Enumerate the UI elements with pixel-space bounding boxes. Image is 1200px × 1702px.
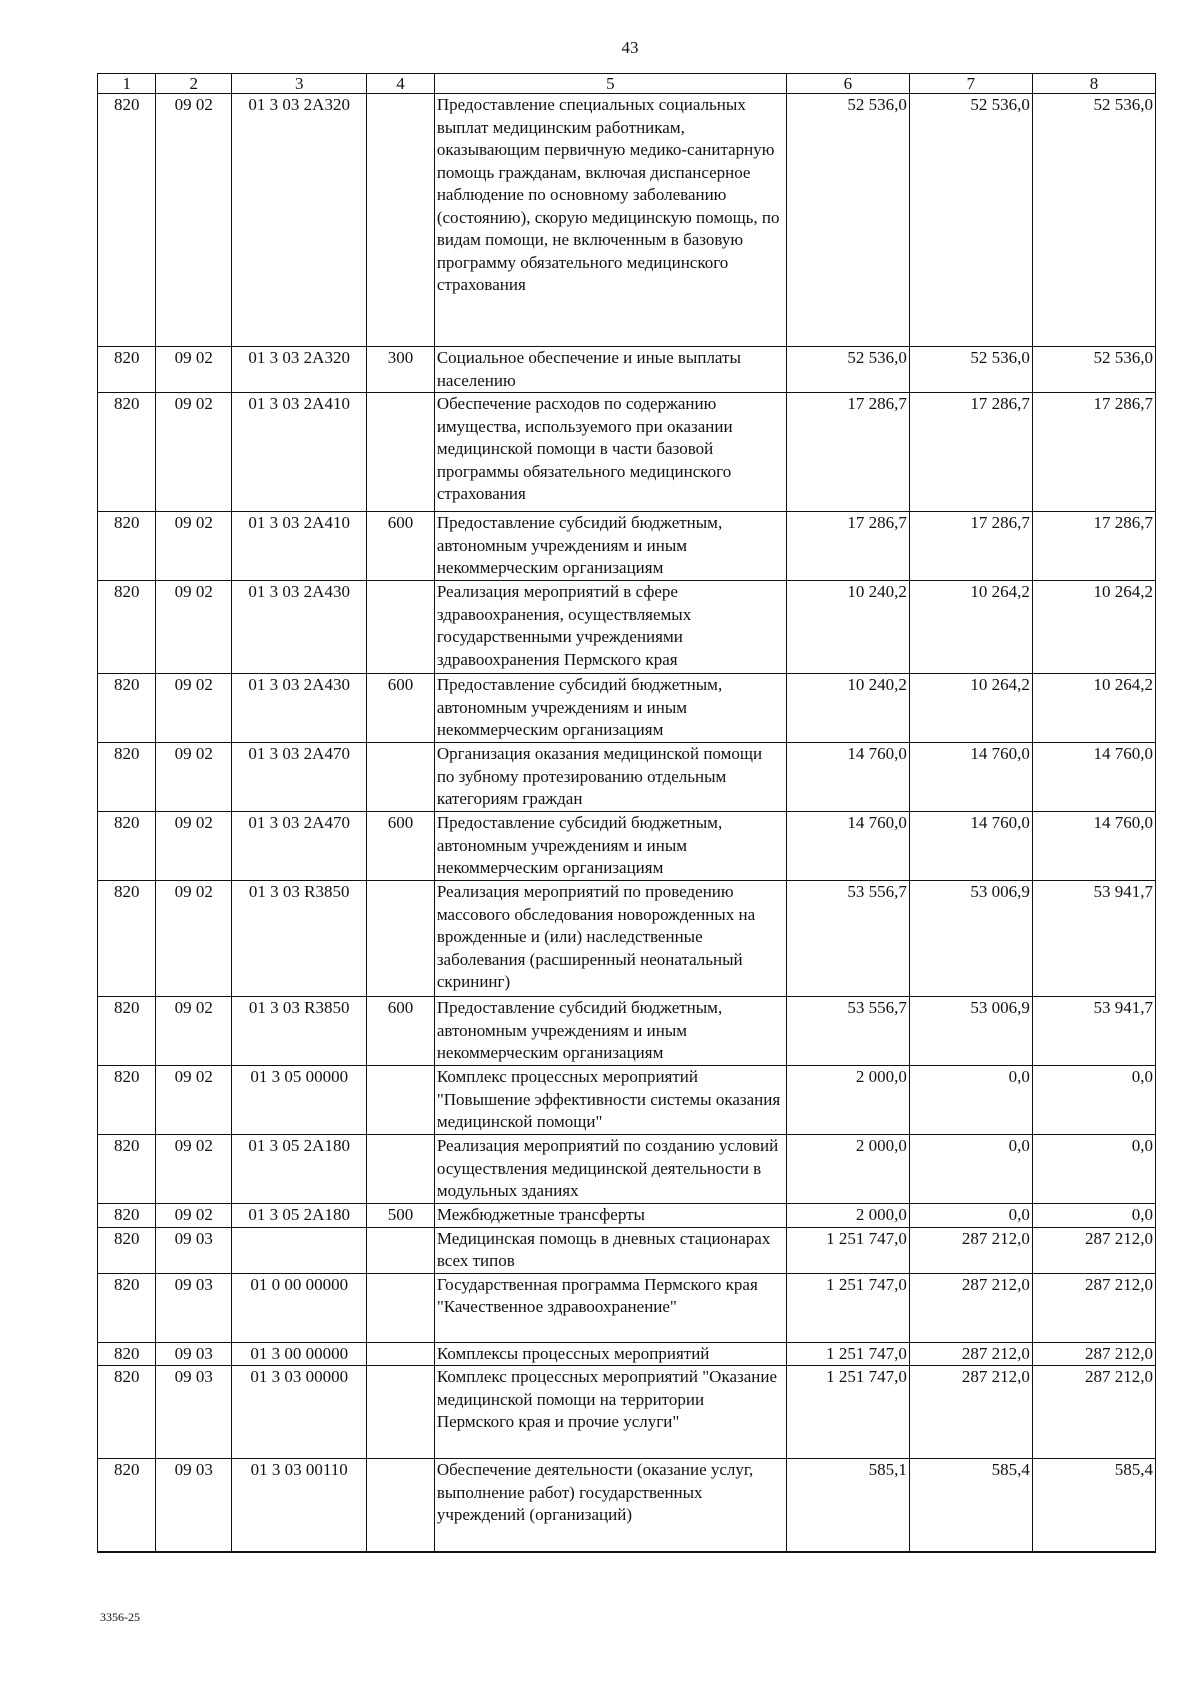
- header-cell: 3: [232, 74, 367, 94]
- cell-amount-7: 14 760,0: [909, 743, 1032, 812]
- cell-amount-6: 1 251 747,0: [786, 1227, 909, 1273]
- cell-amount-6: 2 000,0: [786, 1066, 909, 1135]
- cell-description: Предоставление субсидий бюджетным, автономным учреждениям и иным некоммерческим организациям: [434, 512, 786, 581]
- cell-expense-type: [367, 1066, 435, 1135]
- cell-amount-6: 2 000,0: [786, 1135, 909, 1204]
- header-cell: 2: [156, 74, 232, 94]
- cell-description: Реализация мероприятий в сфере здравоохранения, осуществляемых государственными учреждениями здравоохранения Пермского края: [434, 581, 786, 674]
- cell-target-code: 01 3 05 2А180: [232, 1135, 367, 1204]
- cell-amount-6: 17 286,7: [786, 512, 909, 581]
- cell-amount-8: 52 536,0: [1032, 347, 1155, 393]
- cell-amount-7: 287 212,0: [909, 1227, 1032, 1273]
- cell-amount-8: 10 264,2: [1032, 674, 1155, 743]
- cell-amount-6: 17 286,7: [786, 393, 909, 512]
- cell-amount-7: 17 286,7: [909, 512, 1032, 581]
- cell-description: Реализация мероприятий по созданию условий осуществления медицинской деятельности в модульных зданиях: [434, 1135, 786, 1204]
- cell-expense-type: [367, 1366, 435, 1459]
- cell-section: 09 03: [156, 1366, 232, 1459]
- cell-description: Обеспечение расходов по содержанию имущества, используемого при оказании медицинской помощи в части базовой программы обязательного медицинского страхования: [434, 393, 786, 512]
- cell-amount-8: 287 212,0: [1032, 1273, 1155, 1342]
- document-code: 3356-25: [100, 1610, 140, 1624]
- cell-amount-8: 53 941,7: [1032, 997, 1155, 1066]
- cell-section: 09 02: [156, 347, 232, 393]
- cell-description: Обеспечение деятельности (оказание услуг, выполнение работ) государственных учреждений (организаций): [434, 1459, 786, 1552]
- cell-amount-6: 53 556,7: [786, 881, 909, 997]
- table-row: [98, 512, 1156, 581]
- cell-expense-type: 600: [367, 512, 435, 581]
- table-row: [98, 1066, 1156, 1135]
- cell-amount-6: 585,1: [786, 1459, 909, 1552]
- cell-target-code: 01 0 00 00000: [232, 1273, 367, 1342]
- cell-amount-8: 0,0: [1032, 1135, 1155, 1204]
- table-row: [98, 393, 1156, 512]
- cell-ministry: 820: [98, 812, 156, 881]
- cell-expense-type: [367, 94, 435, 347]
- cell-section: 09 03: [156, 1273, 232, 1342]
- table-row: [98, 1227, 1156, 1273]
- table-row: [98, 94, 1156, 347]
- cell-amount-8: 14 760,0: [1032, 743, 1155, 812]
- table-row: [98, 1204, 1156, 1228]
- cell-ministry: 820: [98, 674, 156, 743]
- cell-ministry: 820: [98, 1273, 156, 1342]
- cell-amount-8: 287 212,0: [1032, 1227, 1155, 1273]
- cell-amount-6: 53 556,7: [786, 997, 909, 1066]
- budget-table: [97, 73, 1156, 1553]
- cell-expense-type: [367, 1227, 435, 1273]
- cell-section: 09 02: [156, 881, 232, 997]
- header-cell: 8: [1032, 74, 1155, 94]
- cell-description: Предоставление субсидий бюджетным, автономным учреждениям и иным некоммерческим организациям: [434, 674, 786, 743]
- cell-target-code: 01 3 03 2А430: [232, 674, 367, 743]
- cell-amount-8: 585,4: [1032, 1459, 1155, 1552]
- table-row: [98, 1459, 1156, 1552]
- cell-amount-8: 10 264,2: [1032, 581, 1155, 674]
- cell-section: 09 02: [156, 94, 232, 347]
- cell-amount-7: 14 760,0: [909, 812, 1032, 881]
- cell-amount-6: 1 251 747,0: [786, 1342, 909, 1366]
- cell-ministry: 820: [98, 581, 156, 674]
- cell-expense-type: [367, 581, 435, 674]
- cell-section: 09 02: [156, 512, 232, 581]
- cell-amount-6: 52 536,0: [786, 94, 909, 347]
- cell-expense-type: 600: [367, 812, 435, 881]
- cell-expense-type: [367, 743, 435, 812]
- cell-target-code: 01 3 03 2А320: [232, 94, 367, 347]
- cell-amount-8: 287 212,0: [1032, 1342, 1155, 1366]
- page-number: 43: [621, 38, 639, 57]
- cell-ministry: 820: [98, 1135, 156, 1204]
- cell-amount-8: 287 212,0: [1032, 1366, 1155, 1459]
- header-cell: 1: [98, 74, 156, 94]
- cell-amount-7: 287 212,0: [909, 1342, 1032, 1366]
- cell-ministry: 820: [98, 1227, 156, 1273]
- cell-description: Предоставление специальных социальных выплат медицинским работникам, оказывающим первичную медико-санитарную помощь гражданам, включая диспансерное наблюдение по основному заболеванию (состоянию), скорую медицинскую помощь, по видам помощи, не включенным в базовую программу обязательного медицинского страхования: [434, 94, 786, 347]
- cell-amount-7: 287 212,0: [909, 1366, 1032, 1459]
- cell-amount-7: 585,4: [909, 1459, 1032, 1552]
- cell-ministry: 820: [98, 347, 156, 393]
- cell-ministry: 820: [98, 997, 156, 1066]
- cell-amount-7: 0,0: [909, 1204, 1032, 1228]
- table-row: [98, 1273, 1156, 1342]
- header-cell: 7: [909, 74, 1032, 94]
- cell-ministry: 820: [98, 94, 156, 347]
- cell-expense-type: [367, 1273, 435, 1342]
- cell-expense-type: 600: [367, 997, 435, 1066]
- cell-target-code: 01 3 03 2А410: [232, 393, 367, 512]
- table-row: [98, 881, 1156, 997]
- cell-ministry: 820: [98, 1459, 156, 1552]
- cell-expense-type: [367, 1342, 435, 1366]
- cell-amount-6: 2 000,0: [786, 1204, 909, 1228]
- cell-amount-7: 287 212,0: [909, 1273, 1032, 1342]
- cell-description: Организация оказания медицинской помощи по зубному протезированию отдельным категориям граждан: [434, 743, 786, 812]
- cell-description: Медицинская помощь в дневных стационарах всех типов: [434, 1227, 786, 1273]
- cell-section: 09 02: [156, 393, 232, 512]
- cell-amount-6: 14 760,0: [786, 743, 909, 812]
- cell-section: 09 02: [156, 1204, 232, 1228]
- header-row: [98, 74, 1156, 94]
- cell-section: 09 02: [156, 581, 232, 674]
- cell-target-code: 01 3 05 2А180: [232, 1204, 367, 1228]
- cell-amount-7: 53 006,9: [909, 881, 1032, 997]
- cell-amount-6: 52 536,0: [786, 347, 909, 393]
- cell-ministry: 820: [98, 1066, 156, 1135]
- table-row: [98, 743, 1156, 812]
- cell-target-code: 01 3 03 2А430: [232, 581, 367, 674]
- cell-description: Предоставление субсидий бюджетным, автономным учреждениям и иным некоммерческим организациям: [434, 812, 786, 881]
- cell-description: Комплекс процессных мероприятий "Повышение эффективности системы оказания медицинской помощи": [434, 1066, 786, 1135]
- cell-section: 09 02: [156, 1066, 232, 1135]
- header-cell: 4: [367, 74, 435, 94]
- cell-amount-7: 0,0: [909, 1066, 1032, 1135]
- cell-amount-7: 0,0: [909, 1135, 1032, 1204]
- header-cell: 5: [434, 74, 786, 94]
- cell-ministry: 820: [98, 512, 156, 581]
- cell-target-code: 01 3 00 00000: [232, 1342, 367, 1366]
- cell-amount-8: 52 536,0: [1032, 94, 1155, 347]
- cell-target-code: 01 3 03 R3850: [232, 881, 367, 997]
- cell-description: Комплекс процессных мероприятий "Оказание медицинской помощи на территории Пермского края и прочие услуги": [434, 1366, 786, 1459]
- cell-ministry: 820: [98, 881, 156, 997]
- cell-amount-7: 52 536,0: [909, 347, 1032, 393]
- table-row: [98, 674, 1156, 743]
- cell-ministry: 820: [98, 1204, 156, 1228]
- cell-section: 09 02: [156, 1135, 232, 1204]
- cell-section: 09 02: [156, 997, 232, 1066]
- cell-description: Социальное обеспечение и иные выплаты населению: [434, 347, 786, 393]
- cell-expense-type: [367, 1135, 435, 1204]
- cell-expense-type: [367, 881, 435, 997]
- cell-section: 09 03: [156, 1342, 232, 1366]
- table-row: [98, 347, 1156, 393]
- table-row: [98, 1366, 1156, 1459]
- table-row: [98, 581, 1156, 674]
- cell-description: Комплексы процессных мероприятий: [434, 1342, 786, 1366]
- cell-amount-6: 10 240,2: [786, 581, 909, 674]
- cell-amount-7: 10 264,2: [909, 674, 1032, 743]
- cell-amount-6: 1 251 747,0: [786, 1366, 909, 1459]
- cell-amount-8: 0,0: [1032, 1204, 1155, 1228]
- cell-description: Государственная программа Пермского края "Качественное здравоохранение": [434, 1273, 786, 1342]
- cell-amount-6: 1 251 747,0: [786, 1273, 909, 1342]
- cell-description: Межбюджетные трансферты: [434, 1204, 786, 1228]
- cell-ministry: 820: [98, 743, 156, 812]
- cell-ministry: 820: [98, 1366, 156, 1459]
- cell-amount-7: 10 264,2: [909, 581, 1032, 674]
- cell-expense-type: [367, 1459, 435, 1552]
- cell-expense-type: 300: [367, 347, 435, 393]
- cell-section: 09 02: [156, 812, 232, 881]
- cell-section: 09 02: [156, 674, 232, 743]
- cell-amount-6: 10 240,2: [786, 674, 909, 743]
- cell-expense-type: [367, 393, 435, 512]
- cell-target-code: 01 3 03 2А410: [232, 512, 367, 581]
- cell-amount-8: 14 760,0: [1032, 812, 1155, 881]
- cell-description: Предоставление субсидий бюджетным, автономным учреждениям и иным некоммерческим организациям: [434, 997, 786, 1066]
- cell-amount-8: 17 286,7: [1032, 512, 1155, 581]
- table-row: [98, 1342, 1156, 1366]
- cell-amount-6: 14 760,0: [786, 812, 909, 881]
- cell-expense-type: 600: [367, 674, 435, 743]
- cell-section: 09 03: [156, 1227, 232, 1273]
- cell-target-code: 01 3 03 00000: [232, 1366, 367, 1459]
- table-row: [98, 1135, 1156, 1204]
- cell-target-code: 01 3 03 00110: [232, 1459, 367, 1552]
- cell-amount-7: 52 536,0: [909, 94, 1032, 347]
- cell-section: 09 03: [156, 1459, 232, 1552]
- cell-ministry: 820: [98, 393, 156, 512]
- cell-ministry: 820: [98, 1342, 156, 1366]
- cell-target-code: 01 3 03 2А320: [232, 347, 367, 393]
- cell-expense-type: 500: [367, 1204, 435, 1228]
- cell-amount-8: 53 941,7: [1032, 881, 1155, 997]
- table-row: [98, 997, 1156, 1066]
- cell-amount-8: 0,0: [1032, 1066, 1155, 1135]
- cell-target-code: 01 3 05 00000: [232, 1066, 367, 1135]
- cell-amount-8: 17 286,7: [1032, 393, 1155, 512]
- cell-amount-7: 17 286,7: [909, 393, 1032, 512]
- table-row: [98, 812, 1156, 881]
- cell-target-code: 01 3 03 2А470: [232, 812, 367, 881]
- cell-target-code: 01 3 03 R3850: [232, 997, 367, 1066]
- cell-target-code: 01 3 03 2А470: [232, 743, 367, 812]
- cell-target-code: [232, 1227, 367, 1273]
- cell-amount-7: 53 006,9: [909, 997, 1032, 1066]
- cell-section: 09 02: [156, 743, 232, 812]
- cell-description: Реализация мероприятий по проведению массового обследования новорожденных на врожденные и (или) наследственные заболевания (расширенный неонатальный скрининг): [434, 881, 786, 997]
- header-cell: 6: [786, 74, 909, 94]
